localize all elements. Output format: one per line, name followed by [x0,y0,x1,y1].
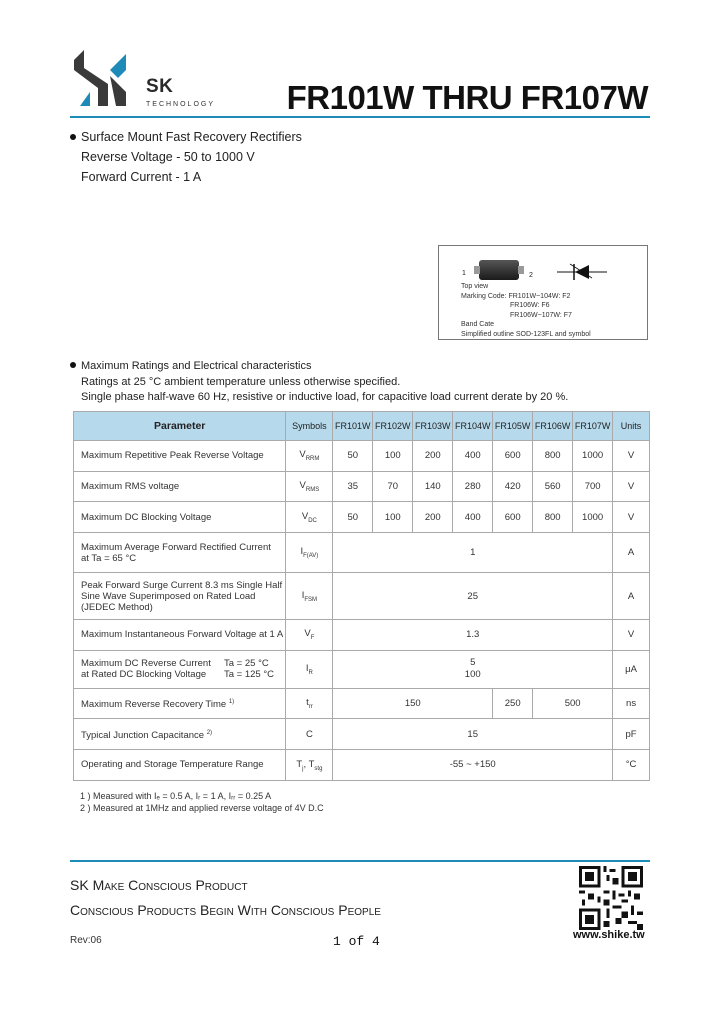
diode-symbol-icon [557,262,607,282]
symbol-cell: $V_{RMS}$ [286,471,333,502]
unit-cell: V [613,502,650,533]
package-line: Marking Code: FR101W~104W: F2 [461,292,571,300]
value-cell: 1000 [573,441,613,472]
brand-subtitle: TECHNOLOGY [146,101,216,108]
param-cell: Maximum Instantaneous Forward Voltage at 1 A [74,620,286,651]
features-title: Surface Mount Fast Recovery Rectifiers [81,130,302,144]
symbol-cell: C [286,719,333,750]
value-cell: 200 [413,441,453,472]
ratings-block [70,359,568,406]
unit-cell: °C [613,750,650,781]
unit-cell: μA [613,650,650,688]
column-header: Symbols [286,412,333,441]
revision-label: Rev:06 [70,935,102,946]
unit-cell: pF [613,719,650,750]
value-cell: 600 [493,502,533,533]
column-header: FR105W [493,412,533,441]
table-header-row [74,412,650,441]
value-cell: 1 [333,533,613,573]
value-cell: 800 [533,441,573,472]
param-cell: Maximum Average Forward Rectified Current at Ta = 65 °C [74,533,286,573]
ratings-line: Single phase half-wave 60 Hz, resistive or inductive load, for capacitive load current derate by 20 %. [81,391,569,403]
value-cell: 25 [333,573,613,620]
unit-cell: V [613,620,650,651]
table-row [74,471,650,502]
sk-logo-icon [70,48,130,108]
package-description [461,282,591,339]
page-number: 1 of 4 [333,934,380,949]
column-header: FR104W [453,412,493,441]
package-line: Top view [461,283,489,290]
feature-line: Reverse Voltage - 50 to 1000 V [81,150,255,164]
package-line: Simplified outline SOD-123FL and symbol [461,330,591,338]
header-divider [70,116,650,118]
features-block [70,127,302,187]
table-row [74,620,650,651]
value-cell: -55 ~ +150 [333,750,613,781]
unit-cell: A [613,573,650,620]
value-cell: 800 [533,502,573,533]
ratings-line: Ratings at 25 °C ambient temperature unless otherwise specified. [81,375,401,388]
website-link[interactable]: www.shike.tw [573,929,645,941]
value-cell: 50 [333,502,373,533]
table-row [74,650,650,688]
symbol-cell: $I_R$ [286,650,333,688]
column-header: FR103W [413,412,453,441]
value-cell: 560 [533,471,573,502]
value-cell: 5 100 [333,650,613,688]
footnotes [80,790,324,814]
footnote: 1 ) Measured with Iₑ = 0.5 A, Iᵣ = 1 A, Iᵣᵣ = 0.25 A [80,791,272,801]
pin-label: 1 [462,270,466,277]
value-cell: 100 [373,502,413,533]
symbol-cell: $V_{DC}$ [286,502,333,533]
column-header: FR107W [573,412,613,441]
value-cell: 70 [373,471,413,502]
value-cell: 700 [573,471,613,502]
value-cell: 400 [453,502,493,533]
page-title: FR101W THRU FR107W [286,79,648,116]
package-line: FR106W~107W: F7 [510,311,572,319]
unit-cell: V [613,441,650,472]
symbol-cell: $T_j$, $T_{stg}$ [286,750,333,781]
table-row [74,719,650,750]
value-cell: 600 [493,441,533,472]
ratings-table [73,411,650,781]
value-cell: 35 [333,471,373,502]
package-line: FR106W: F6 [510,302,550,309]
bullet-icon [70,362,76,368]
table-row [74,441,650,472]
symbol-cell: $V_{RRM}$ [286,441,333,472]
column-header: FR106W [533,412,573,441]
value-cell: 500 [533,688,613,719]
package-outline-box [438,245,648,340]
table-row [74,573,650,620]
param-cell: Typical Junction Capacitance $^{2)}$ [74,719,286,750]
param-cell: Peak Forward Surge Current 8.3 ms Single Half Sine Wave Superimposed on Rated Load (JEDEC Method) [74,573,286,620]
param-cell: Maximum Repetitive Peak Reverse Voltage [74,441,286,472]
package-line: Band Cate [461,321,495,328]
table-row [74,688,650,719]
feature-line: Forward Current - 1 A [81,170,202,184]
value-cell: 280 [453,471,493,502]
value-cell: 1.3 [333,620,613,651]
param-cell: Maximum DC Reverse Current Ta = 25 °C at Rated DC Blocking Voltage Ta = 125 °C [74,650,286,688]
param-cell: Maximum RMS voltage [74,471,286,502]
value-cell: 250 [493,688,533,719]
package-chip-icon [479,260,519,280]
table-row [74,502,650,533]
bullet-icon [70,134,76,140]
unit-cell: V [613,471,650,502]
param-cell: Operating and Storage Temperature Range [74,750,286,781]
value-cell: 420 [493,471,533,502]
column-header: FR102W [373,412,413,441]
symbol-cell: $t_{rr}$ [286,688,333,719]
column-header: Parameter [74,412,286,441]
value-cell: 140 [413,471,453,502]
slogan-line: Conscious Products Begin With Conscious People [70,902,381,918]
value-cell: 150 [333,688,493,719]
value-cell: 50 [333,441,373,472]
footer-divider [70,860,650,862]
column-header: Units [613,412,650,441]
unit-cell: A [613,533,650,573]
ratings-title: Maximum Ratings and Electrical characteristics [81,360,312,372]
value-cell: 100 [373,441,413,472]
param-cell: Maximum DC Blocking Voltage [74,502,286,533]
footnote: 2 ) Measured at 1MHz and applied reverse voltage of 4V D.C [80,803,324,813]
symbol-cell: $I_{FSM}$ [286,573,333,620]
symbol-cell: $V_F$ [286,620,333,651]
table-row [74,533,650,573]
param-cell: Maximum Reverse Recovery Time $^{1)}$ [74,688,286,719]
value-cell: 200 [413,502,453,533]
unit-cell: ns [613,688,650,719]
pin-label: 2 [529,272,533,279]
symbol-cell: $I_{F(AV)}$ [286,533,333,573]
qr-code-icon [579,866,643,930]
value-cell: 1000 [573,502,613,533]
value-cell: 400 [453,441,493,472]
value-cell: 15 [333,719,613,750]
slogan-block [70,873,381,923]
slogan-line: SK Make Conscious Product [70,877,248,893]
brand-name: SK [146,76,174,97]
column-header: FR101W [333,412,373,441]
table-row [74,750,650,781]
